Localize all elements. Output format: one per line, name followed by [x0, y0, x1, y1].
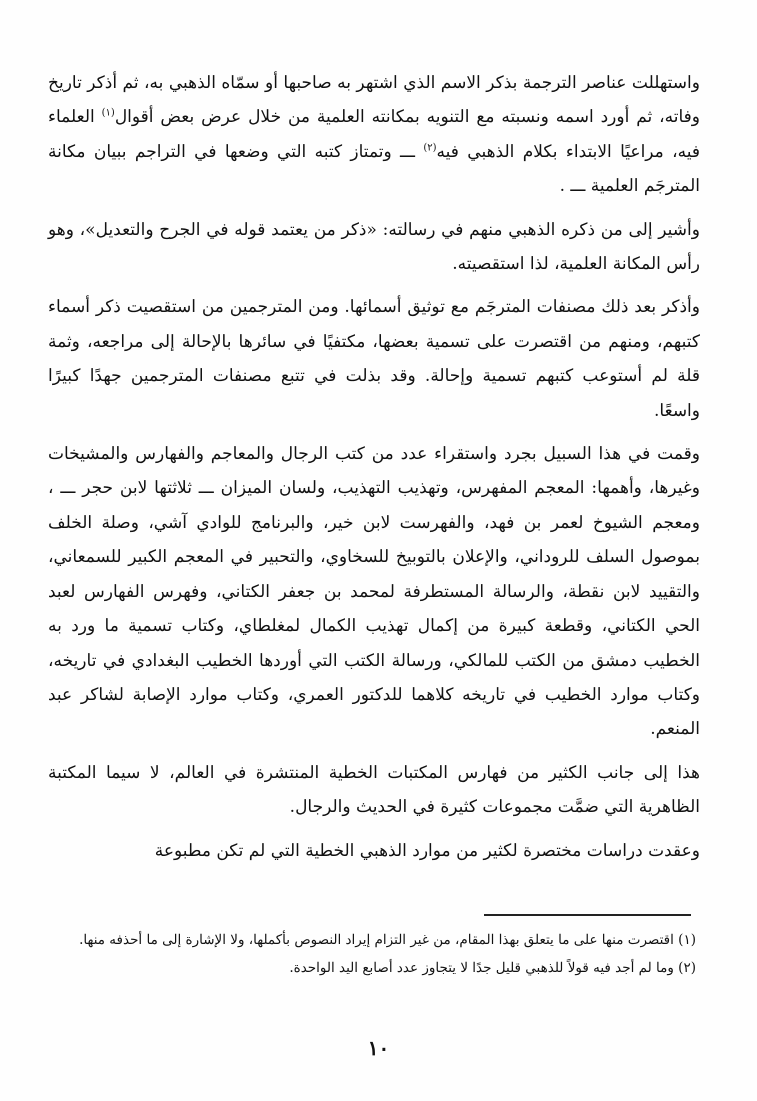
footnotes	[50, 926, 696, 982]
paragraph-studies: وعقدت دراسات مختصرة لكثير من موارد الذهبي الخطية التي لم تكن مطبوعة	[154, 840, 700, 861]
paragraph-1-text-start: واستهللت عناصر الترجمة بذكر الاسم الذي اشتهر به صاحبها أو سمّاه الذهبي به، ثم أذكر تاريخ وفاته، ثم أورد اسمه ونسبته مع التنويه بمكانته العلمية من خلال عرض بعض أقوال	[48, 73, 700, 128]
paragraph-translation-elements	[48, 66, 700, 204]
body-text	[48, 66, 700, 868]
footnote-1: (١) اقتصرت منها على ما يتعلق بهذا المقام، من غير التزام إيراد النصوص بأكملها، ولا الإشارة إلى ما أحذفه منها.	[79, 932, 696, 948]
paragraph-works-listing: وأذكر بعد ذلك مصنفات المترجَم مع توثيق أسمائها. ومن المترجمين من استقصيت ذكر أسماء كتبهم، ومنهم من اقتصرت على تسمية بعضها، مكتفيًا في سائرها بالإحالة إلى مراجعه، وثمة قلة لم أستوعب كتبهم تسمية وإحالة. وقد بذلت في تتبع مصنفات المترجمين جهدًا كبيرًا واسعًا.	[48, 297, 700, 421]
paragraph-dhahabi-risala: وأشير إلى من ذكره الذهبي منهم في رسالته: «ذكر من يعتمد قوله في الجرح والتعديل»، وهو رأس المكانة العلمية، لذا استقصيته.	[48, 219, 700, 275]
paragraph-1-text-middle: العلماء فيه، مراعيًا الابتداء بكلام الذهبي فيه	[48, 107, 700, 162]
footnote-ref-2: (٢)	[423, 142, 437, 154]
paragraph-manuscript-catalogs: هذا إلى جانب الكثير من فهارس المكتبات الخطية المنتشرة في العالم، لا سيما المكتبة الظاهرية التي ضمَّت مجموعات كثيرة في الحديث والرجال.	[48, 762, 700, 818]
footnote-2: (٢) وما لم أجد فيه قولاً للذهبي قليل جدًا لا يتجاوز عدد أصابع اليد الواحدة.	[289, 960, 696, 976]
paragraph-1-text-end: ـــ وتمتاز كتبه التي وضعها في التراجم ببيان مكانة المترجَم العلمية ـــ .	[48, 141, 700, 197]
page-number: ١٠	[367, 1036, 390, 1060]
footnote-separator	[484, 914, 691, 916]
footnote-ref-1: (١)	[101, 107, 115, 119]
paragraph-sources-survey: وقمت في هذا السبيل بجرد واستقراء عدد من كتب الرجال والمعاجم والفهارس والمشيخات وغيرها، وأهمها: المعجم المفهرس، وتهذيب التهذيب، ولسان الميزان ـــ ثلاثتها لابن حجر ـــ ، ومعجم الشيوخ لعمر بن فهد، والفهرست لابن خير، والبرنامج للوادي آشي، وصلة الخلف بموصول السلف للروداني، والإعلان بالتوبيخ للسخاوي، والتحبير في المعجم الكبير للسمعاني، والتقييد لابن نقطة، والرسالة المستطرفة لمحمد بن جعفر الكتاني، وفهرس الفهارس لعبد الحي الكتاني، وقطعة كبيرة من إكمال تهذيب الكمال لمغلطاي، وكتاب تسمية ما ورد به الخطيب دمشق من الكتب للمالكي، ورسالة الكتب التي أوردها الخطيب البغدادي في تاريخه، وكتاب موارد الخطيب في تاريخه كلاهما للدكتور العمري، وكتاب موارد الإصابة لشاكر عبد المنعم.	[48, 444, 700, 740]
